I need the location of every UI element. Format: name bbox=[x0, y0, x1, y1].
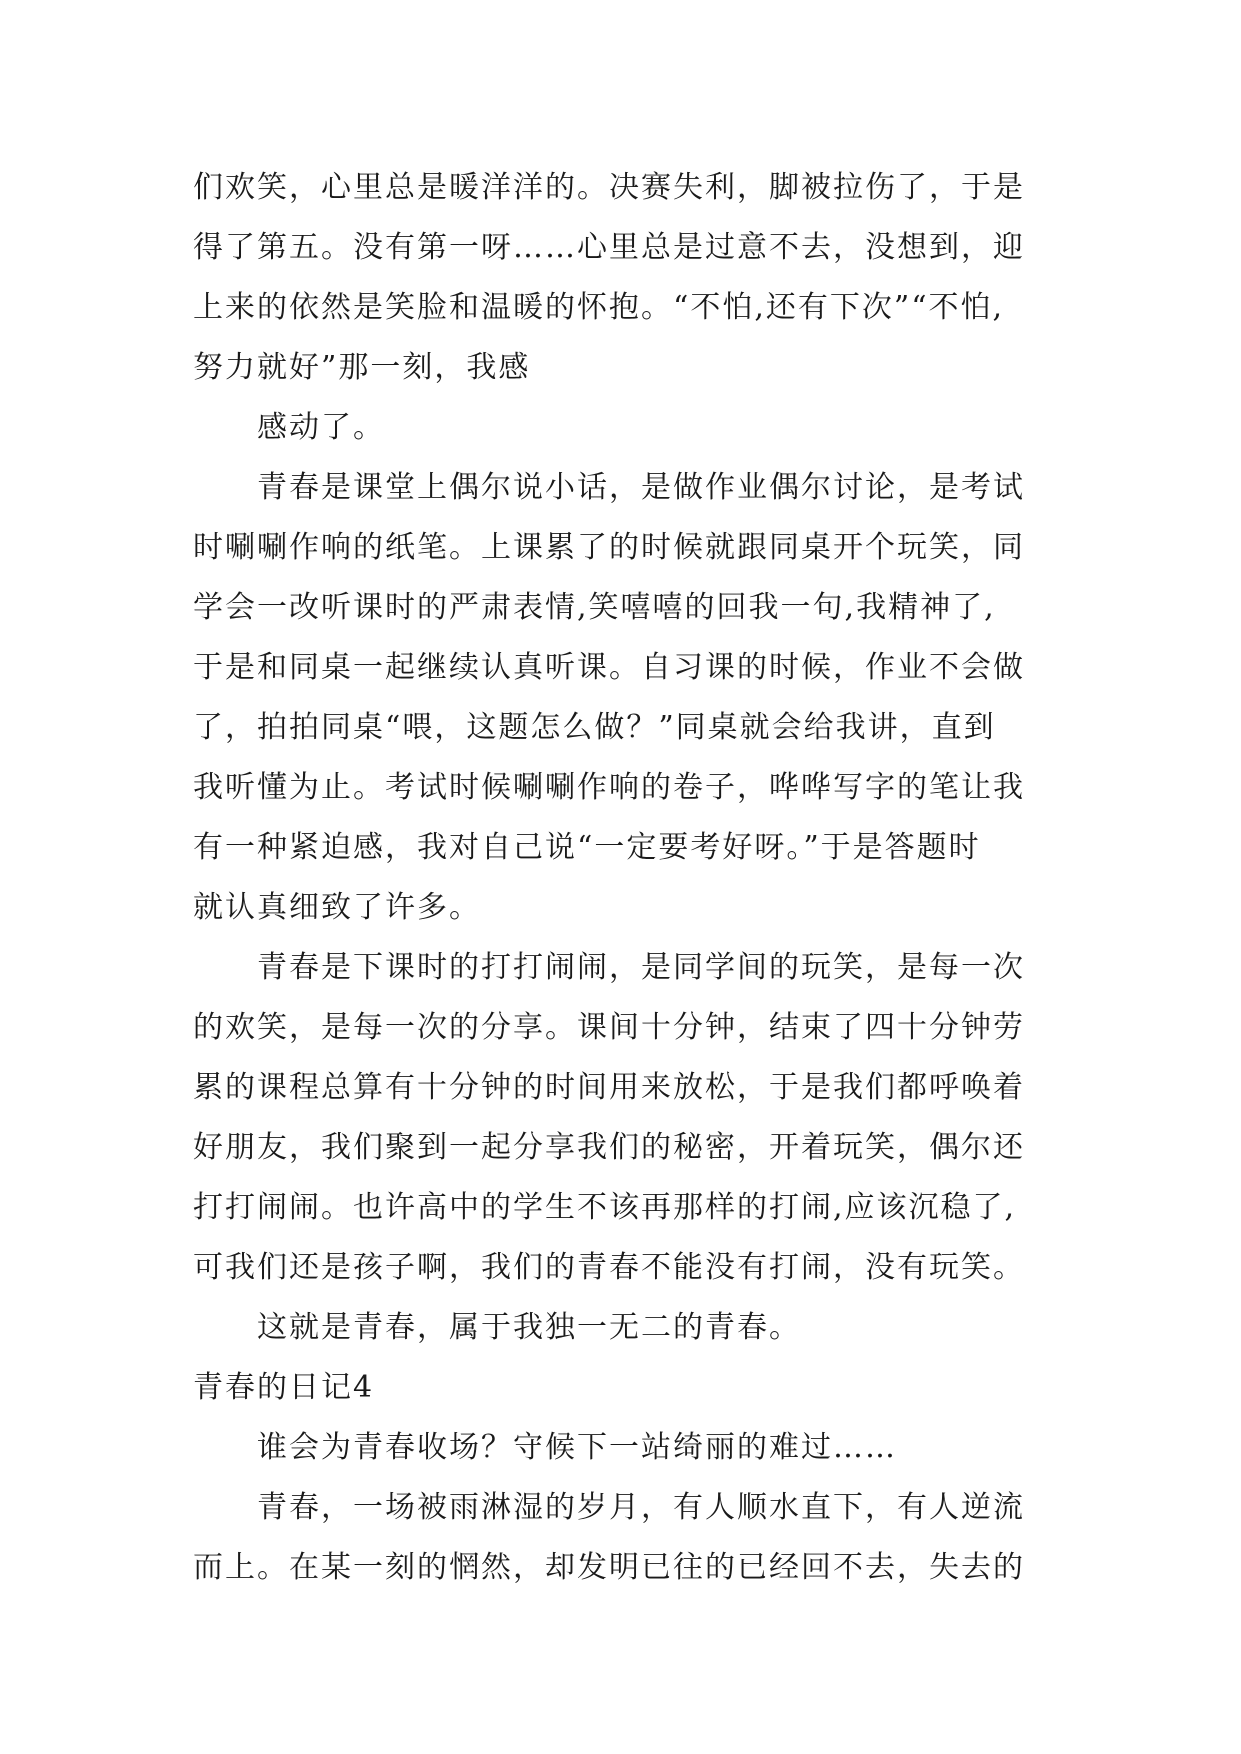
text-line: 的欢笑，是每一次的分享。课间十分钟，结束了四十分钟劳 bbox=[193, 1010, 1025, 1045]
text-line: 于是和同桌一起继续认真听课。自习课的时候，作业不会做 bbox=[193, 650, 1025, 685]
section-heading: 青春的日记4 bbox=[193, 1370, 375, 1405]
text-line: 努力就好”那一刻，我感 bbox=[193, 350, 531, 385]
document-body bbox=[193, 158, 1053, 1598]
paragraph-start-line: 谁会为青春收场？守候下一站绮丽的难过…… bbox=[257, 1430, 897, 1465]
text-line: 上来的依然是笑脸和温暖的怀抱。“不怕,还有下次”“不怕, bbox=[193, 290, 1005, 325]
paragraph-start-line: 这就是青春，属于我独一无二的青春。 bbox=[257, 1310, 801, 1345]
text-line: 打打闹闹。也许高中的学生不该再那样的打闹,应该沉稳了, bbox=[193, 1190, 1017, 1225]
paragraph-start-line: 青春是课堂上偶尔说小话，是做作业偶尔讨论，是考试 bbox=[257, 470, 1025, 505]
paragraph-start-line: 青春是下课时的打打闹闹，是同学间的玩笑，是每一次 bbox=[257, 950, 1025, 985]
text-line: 可我们还是孩子啊，我们的青春不能没有打闹，没有玩笑。 bbox=[193, 1250, 1025, 1285]
paragraph-start-line: 青春，一场被雨淋湿的岁月，有人顺水直下，有人逆流 bbox=[257, 1490, 1025, 1525]
text-line: 好朋友，我们聚到一起分享我们的秘密，开着玩笑，偶尔还 bbox=[193, 1130, 1025, 1165]
text-line: 学会一改听课时的严肃表情,笑嘻嘻的回我一句,我精神了, bbox=[193, 590, 996, 625]
text-line: 累的课程总算有十分钟的时间用来放松，于是我们都呼唤着 bbox=[193, 1070, 1025, 1105]
text-line: 了，拍拍同桌“喂，这题怎么做？”同桌就会给我讲，直到 bbox=[193, 710, 996, 745]
text-line: 得了第五。没有第一呀……心里总是过意不去，没想到，迎 bbox=[193, 230, 1025, 265]
text-line: 我听懂为止。考试时候唰唰作响的卷子，哗哗写字的笔让我 bbox=[193, 770, 1025, 805]
text-line: 就认真细致了许多。 bbox=[193, 890, 481, 925]
text-line: 时唰唰作响的纸笔。上课累了的时候就跟同桌开个玩笑，同 bbox=[193, 530, 1025, 565]
text-line: 而上。在某一刻的惘然，却发明已往的已经回不去，失去的 bbox=[193, 1550, 1025, 1585]
text-line: 们欢笑，心里总是暖洋洋的。决赛失利，脚被拉伤了，于是 bbox=[193, 170, 1025, 205]
text-line: 有一种紧迫感，我对自己说“一定要考好呀。”于是答题时 bbox=[193, 830, 981, 865]
text-line: 感动了。 bbox=[257, 410, 385, 445]
